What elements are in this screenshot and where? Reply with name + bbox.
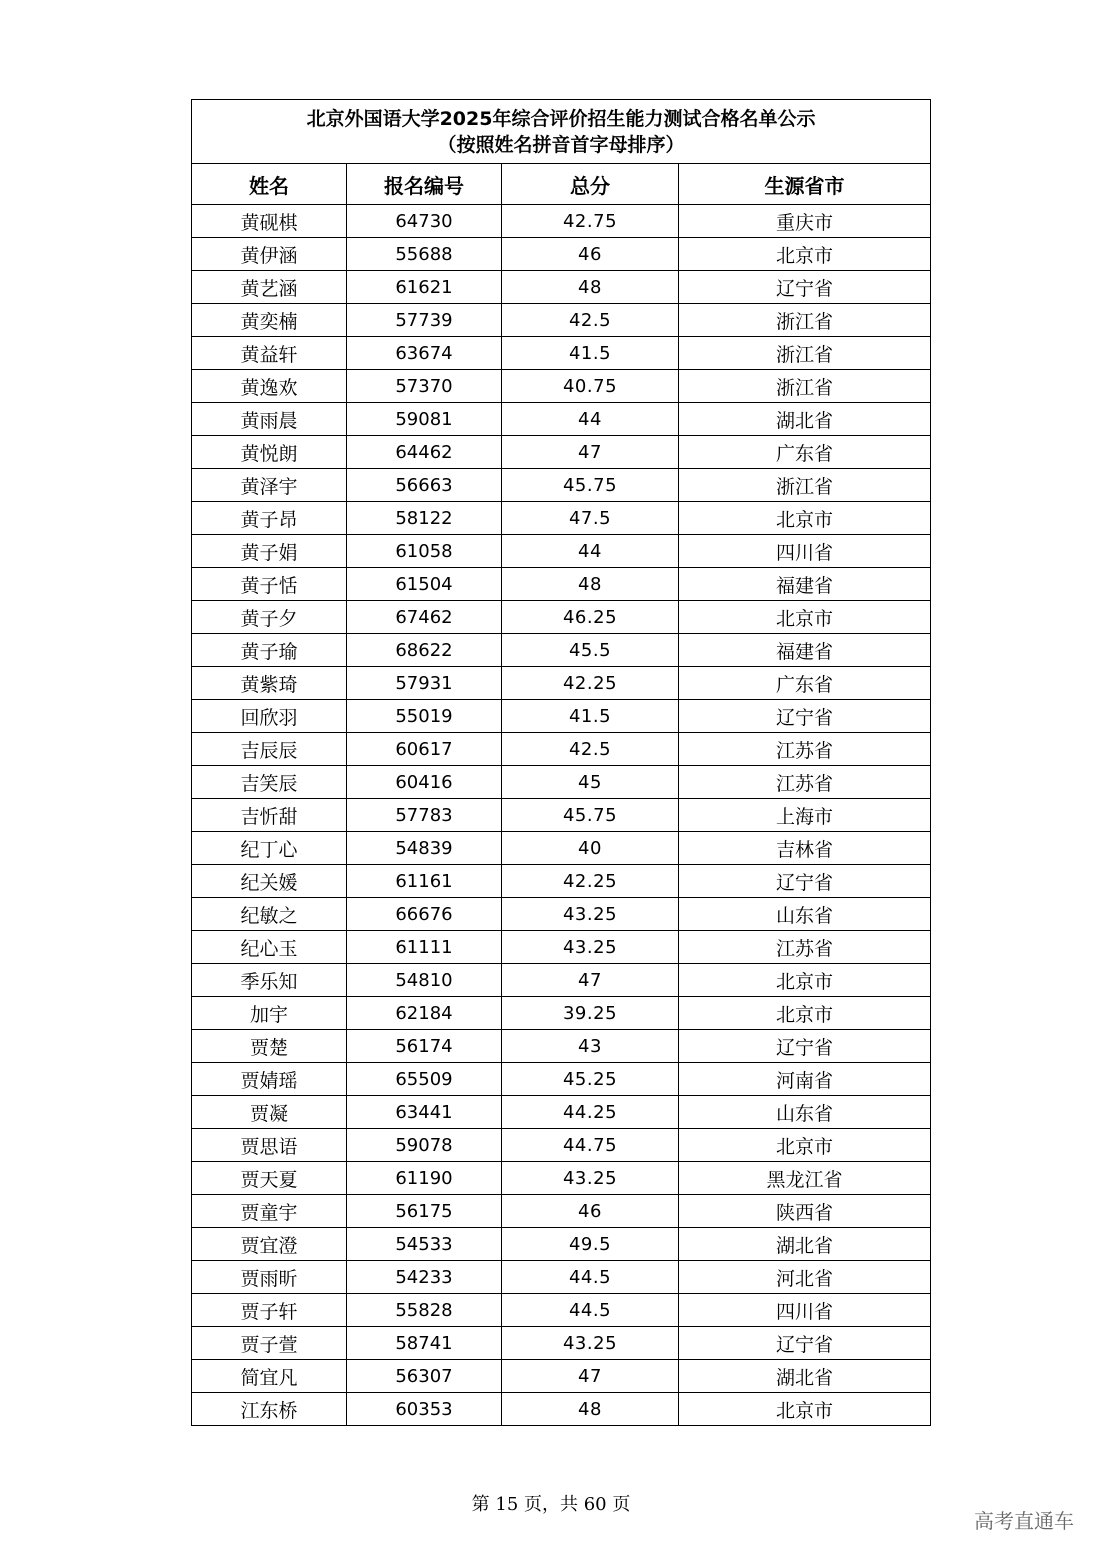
cell-score: 47 <box>502 1360 679 1393</box>
cell-score: 40.75 <box>502 370 679 403</box>
cell-province: 江苏省 <box>679 733 931 766</box>
cell-score: 43.25 <box>502 898 679 931</box>
table-row <box>192 1294 931 1327</box>
cell-score: 48 <box>502 568 679 601</box>
table-row <box>192 238 931 271</box>
cell-province: 重庆市 <box>679 205 931 238</box>
cell-id: 60353 <box>347 1393 502 1426</box>
cell-id: 61111 <box>347 931 502 964</box>
table-row <box>192 1030 931 1063</box>
cell-province: 辽宁省 <box>679 700 931 733</box>
cell-score: 44.25 <box>502 1096 679 1129</box>
admission-list-table <box>191 99 931 1426</box>
table-row <box>192 1195 931 1228</box>
cell-score: 43.25 <box>502 1162 679 1195</box>
cell-province: 湖北省 <box>679 1360 931 1393</box>
table-body <box>192 205 931 1426</box>
cell-score: 42.25 <box>502 667 679 700</box>
cell-id: 56174 <box>347 1030 502 1063</box>
table-row <box>192 997 931 1030</box>
cell-name: 黄益轩 <box>192 337 347 370</box>
cell-name: 季乐知 <box>192 964 347 997</box>
cell-id: 63674 <box>347 337 502 370</box>
cell-id: 54233 <box>347 1261 502 1294</box>
column-header-score: 总分 <box>502 164 679 205</box>
cell-province: 江苏省 <box>679 766 931 799</box>
cell-name: 贾凝 <box>192 1096 347 1129</box>
cell-id: 55828 <box>347 1294 502 1327</box>
cell-id: 59081 <box>347 403 502 436</box>
table-row <box>192 304 931 337</box>
cell-name: 贾子萱 <box>192 1327 347 1360</box>
column-header-province: 生源省市 <box>679 164 931 205</box>
table-row <box>192 1162 931 1195</box>
table-row <box>192 1129 931 1162</box>
cell-id: 58122 <box>347 502 502 535</box>
cell-score: 45.5 <box>502 634 679 667</box>
cell-province: 福建省 <box>679 634 931 667</box>
cell-score: 39.25 <box>502 997 679 1030</box>
cell-province: 湖北省 <box>679 403 931 436</box>
table-row <box>192 865 931 898</box>
cell-score: 45 <box>502 766 679 799</box>
table-row <box>192 766 931 799</box>
cell-score: 45.25 <box>502 1063 679 1096</box>
cell-score: 48 <box>502 1393 679 1426</box>
cell-name: 贾雨昕 <box>192 1261 347 1294</box>
cell-score: 44.75 <box>502 1129 679 1162</box>
cell-province: 辽宁省 <box>679 1030 931 1063</box>
cell-score: 46.25 <box>502 601 679 634</box>
cell-score: 46 <box>502 1195 679 1228</box>
table-row <box>192 436 931 469</box>
cell-name: 黄子恬 <box>192 568 347 601</box>
cell-province: 北京市 <box>679 601 931 634</box>
cell-province: 四川省 <box>679 535 931 568</box>
cell-province: 山东省 <box>679 898 931 931</box>
cell-province: 浙江省 <box>679 469 931 502</box>
cell-name: 吉笑辰 <box>192 766 347 799</box>
cell-province: 江苏省 <box>679 931 931 964</box>
cell-score: 42.5 <box>502 733 679 766</box>
cell-id: 54839 <box>347 832 502 865</box>
cell-id: 55019 <box>347 700 502 733</box>
cell-score: 42.25 <box>502 865 679 898</box>
cell-name: 纪丁心 <box>192 832 347 865</box>
cell-id: 66676 <box>347 898 502 931</box>
cell-id: 57783 <box>347 799 502 832</box>
cell-province: 上海市 <box>679 799 931 832</box>
cell-score: 47 <box>502 436 679 469</box>
table-row <box>192 568 931 601</box>
cell-name: 黄子夕 <box>192 601 347 634</box>
cell-name: 吉忻甜 <box>192 799 347 832</box>
table-row <box>192 1360 931 1393</box>
table-row <box>192 205 931 238</box>
cell-id: 54533 <box>347 1228 502 1261</box>
cell-name: 黄子昂 <box>192 502 347 535</box>
cell-name: 吉辰辰 <box>192 733 347 766</box>
cell-name: 黄紫琦 <box>192 667 347 700</box>
cell-name: 黄子瑜 <box>192 634 347 667</box>
table-row <box>192 1096 931 1129</box>
cell-score: 40 <box>502 832 679 865</box>
cell-id: 64462 <box>347 436 502 469</box>
cell-name: 贾宜澄 <box>192 1228 347 1261</box>
cell-name: 贾童宇 <box>192 1195 347 1228</box>
table-row <box>192 1327 931 1360</box>
title-line-1: 北京外国语大学2025年综合评价招生能力测试合格名单公示 <box>306 107 816 130</box>
table-row <box>192 667 931 700</box>
cell-id: 63441 <box>347 1096 502 1129</box>
cell-score: 42.75 <box>502 205 679 238</box>
cell-score: 41.5 <box>502 700 679 733</box>
cell-id: 64730 <box>347 205 502 238</box>
column-header-name: 姓名 <box>192 164 347 205</box>
cell-id: 61504 <box>347 568 502 601</box>
cell-province: 黑龙江省 <box>679 1162 931 1195</box>
cell-name: 江东桥 <box>192 1393 347 1426</box>
table-row <box>192 799 931 832</box>
table-row <box>192 1228 931 1261</box>
column-header-row <box>192 164 931 205</box>
cell-name: 黄子娟 <box>192 535 347 568</box>
table-row <box>192 733 931 766</box>
table-row <box>192 964 931 997</box>
cell-id: 58741 <box>347 1327 502 1360</box>
cell-name: 贾子轩 <box>192 1294 347 1327</box>
cell-name: 黄伊涵 <box>192 238 347 271</box>
cell-name: 纪关媛 <box>192 865 347 898</box>
cell-score: 46 <box>502 238 679 271</box>
cell-score: 49.5 <box>502 1228 679 1261</box>
cell-province: 山东省 <box>679 1096 931 1129</box>
cell-name: 纪心玉 <box>192 931 347 964</box>
table-row <box>192 1261 931 1294</box>
table-row <box>192 1063 931 1096</box>
cell-score: 44.5 <box>502 1261 679 1294</box>
cell-province: 北京市 <box>679 1393 931 1426</box>
cell-id: 56175 <box>347 1195 502 1228</box>
table-row <box>192 898 931 931</box>
cell-province: 北京市 <box>679 238 931 271</box>
cell-score: 47.5 <box>502 502 679 535</box>
cell-score: 43.25 <box>502 1327 679 1360</box>
cell-province: 北京市 <box>679 964 931 997</box>
cell-score: 44 <box>502 535 679 568</box>
table-row <box>192 469 931 502</box>
cell-name: 黄雨晨 <box>192 403 347 436</box>
table-row <box>192 502 931 535</box>
table-row <box>192 634 931 667</box>
cell-id: 65509 <box>347 1063 502 1096</box>
cell-id: 61058 <box>347 535 502 568</box>
cell-score: 44 <box>502 403 679 436</box>
cell-province: 福建省 <box>679 568 931 601</box>
cell-name: 贾楚 <box>192 1030 347 1063</box>
cell-id: 55688 <box>347 238 502 271</box>
title-line-2: （按照姓名拼音首字母排序） <box>437 133 685 156</box>
table-row <box>192 700 931 733</box>
cell-province: 广东省 <box>679 667 931 700</box>
table-row <box>192 370 931 403</box>
table-row <box>192 931 931 964</box>
cell-name: 黄悦朗 <box>192 436 347 469</box>
cell-province: 广东省 <box>679 436 931 469</box>
cell-province: 辽宁省 <box>679 271 931 304</box>
cell-province: 陕西省 <box>679 1195 931 1228</box>
cell-score: 45.75 <box>502 469 679 502</box>
cell-name: 简宜凡 <box>192 1360 347 1393</box>
cell-name: 纪敏之 <box>192 898 347 931</box>
table-row <box>192 832 931 865</box>
cell-id: 54810 <box>347 964 502 997</box>
cell-name: 黄艺涵 <box>192 271 347 304</box>
cell-province: 河北省 <box>679 1261 931 1294</box>
cell-province: 河南省 <box>679 1063 931 1096</box>
cell-province: 辽宁省 <box>679 865 931 898</box>
cell-province: 北京市 <box>679 502 931 535</box>
cell-province: 浙江省 <box>679 304 931 337</box>
table-row <box>192 1393 931 1426</box>
cell-score: 44.5 <box>502 1294 679 1327</box>
cell-score: 43 <box>502 1030 679 1063</box>
watermark: 高考直通车 <box>974 1509 1074 1533</box>
cell-score: 43.25 <box>502 931 679 964</box>
cell-id: 60617 <box>347 733 502 766</box>
page-footer: 第 15 页，共 60 页 <box>471 1494 631 1515</box>
cell-id: 67462 <box>347 601 502 634</box>
cell-name: 贾婧瑶 <box>192 1063 347 1096</box>
cell-id: 57931 <box>347 667 502 700</box>
table-row <box>192 601 931 634</box>
cell-id: 61621 <box>347 271 502 304</box>
cell-name: 黄逸欢 <box>192 370 347 403</box>
cell-name: 黄泽宇 <box>192 469 347 502</box>
cell-id: 57370 <box>347 370 502 403</box>
table-row <box>192 535 931 568</box>
cell-id: 68622 <box>347 634 502 667</box>
table-title <box>192 100 931 164</box>
cell-province: 湖北省 <box>679 1228 931 1261</box>
cell-name: 回欣羽 <box>192 700 347 733</box>
cell-score: 47 <box>502 964 679 997</box>
cell-score: 42.5 <box>502 304 679 337</box>
cell-name: 贾天夏 <box>192 1162 347 1195</box>
cell-province: 北京市 <box>679 997 931 1030</box>
cell-score: 45.75 <box>502 799 679 832</box>
cell-score: 41.5 <box>502 337 679 370</box>
cell-score: 48 <box>502 271 679 304</box>
cell-province: 四川省 <box>679 1294 931 1327</box>
cell-name: 加宇 <box>192 997 347 1030</box>
cell-id: 61190 <box>347 1162 502 1195</box>
cell-id: 60416 <box>347 766 502 799</box>
column-header-id: 报名编号 <box>347 164 502 205</box>
cell-id: 56307 <box>347 1360 502 1393</box>
table-row <box>192 403 931 436</box>
cell-province: 北京市 <box>679 1129 931 1162</box>
cell-id: 56663 <box>347 469 502 502</box>
cell-province: 浙江省 <box>679 370 931 403</box>
cell-id: 59078 <box>347 1129 502 1162</box>
cell-province: 吉林省 <box>679 832 931 865</box>
cell-name: 黄砚棋 <box>192 205 347 238</box>
cell-province: 辽宁省 <box>679 1327 931 1360</box>
cell-id: 57739 <box>347 304 502 337</box>
cell-id: 61161 <box>347 865 502 898</box>
table-row <box>192 271 931 304</box>
cell-province: 浙江省 <box>679 337 931 370</box>
table-row <box>192 337 931 370</box>
cell-name: 黄奕楠 <box>192 304 347 337</box>
cell-name: 贾思语 <box>192 1129 347 1162</box>
cell-id: 62184 <box>347 997 502 1030</box>
